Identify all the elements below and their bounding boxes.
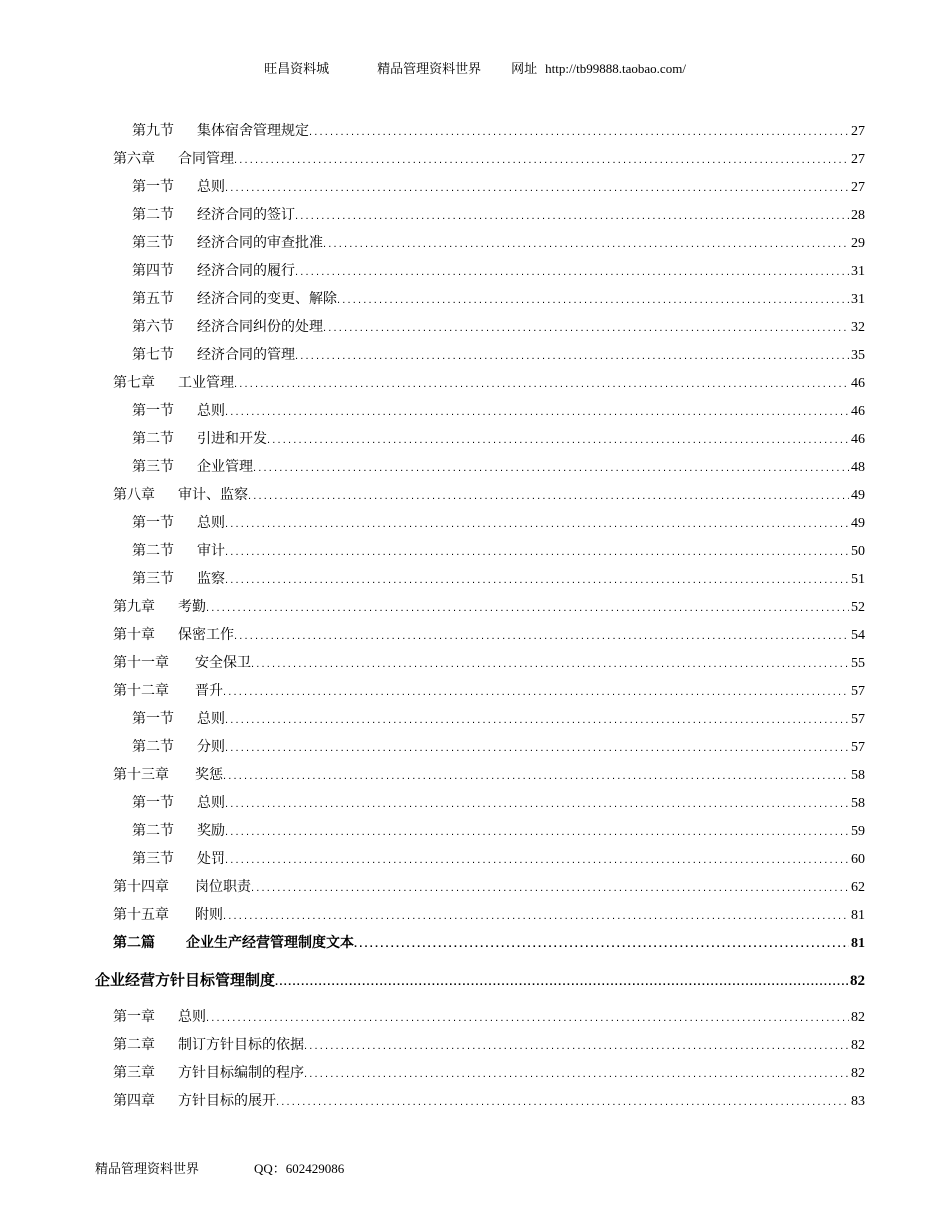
toc-entry-number: 第十五章: [113, 908, 169, 923]
toc-entry-page: 82: [851, 1066, 865, 1081]
toc-entry-title: 审计: [197, 544, 225, 559]
toc-entry-title: 总则: [178, 1010, 206, 1025]
toc-entry-page: 52: [851, 600, 865, 615]
toc-entry-page: 82: [851, 1038, 865, 1053]
toc-entry-number: 第二篇: [113, 936, 155, 951]
toc-entry-title: 奖励: [197, 824, 225, 839]
toc-entry-number: 第一节: [132, 712, 174, 727]
toc-entry[interactable]: [0, 258, 950, 286]
toc-entry-title: 岗位职责: [195, 880, 251, 895]
toc-entry-title: 企业经营方针目标管理制度: [95, 973, 276, 989]
toc-entry[interactable]: [0, 678, 950, 706]
toc-entry-number: 第一节: [132, 796, 174, 811]
toc-entry[interactable]: [0, 1004, 950, 1032]
toc-dot-leader: [234, 622, 849, 650]
toc-entry-page: 46: [851, 376, 865, 391]
toc-entry-number: 第三章: [113, 1066, 155, 1081]
toc-entry[interactable]: [0, 622, 950, 650]
toc-entry-number: 第三节: [132, 460, 174, 475]
toc-entry-page: 27: [851, 124, 865, 139]
toc-entry[interactable]: [0, 762, 950, 790]
toc-dot-leader: [267, 426, 849, 454]
toc-entry-number: 第二节: [132, 432, 174, 447]
toc-entry-page: 49: [851, 516, 865, 531]
toc-entry-title: 考勤: [178, 600, 206, 615]
toc-entry[interactable]: [0, 930, 950, 958]
toc-dot-leader: [323, 230, 849, 258]
toc-dot-leader: [323, 314, 849, 342]
toc-dot-leader: [225, 734, 849, 762]
toc-entry-number: 第二章: [113, 1038, 155, 1053]
toc-entry-number: 第九章: [113, 600, 155, 615]
toc-entry-page: 57: [851, 684, 865, 699]
toc-entry-number: 第八章: [113, 488, 155, 503]
toc-dot-leader: [295, 202, 849, 230]
toc-entry-number: 第三节: [132, 852, 174, 867]
toc-entry-page: 32: [851, 320, 865, 335]
toc-entry-title: 经济合同的变更、解除: [197, 292, 337, 307]
toc-entry-number: 第三节: [132, 236, 174, 251]
toc-entry-number: 第一节: [132, 516, 174, 531]
toc-entry[interactable]: [0, 846, 950, 874]
footer-slogan: 精品管理资料世界: [95, 1161, 200, 1176]
toc-entry-page: 57: [851, 712, 865, 727]
toc-dot-leader: [251, 874, 849, 902]
toc-entry-title: 处罚: [197, 852, 225, 867]
toc-entry-page: 29: [851, 236, 865, 251]
toc-dot-leader: [234, 370, 849, 398]
toc-entry-page: 50: [851, 544, 865, 559]
toc-entry-title: 安全保卫: [195, 656, 251, 671]
toc-entry-number: 第十章: [113, 628, 155, 643]
toc-entry[interactable]: [0, 370, 950, 398]
toc-entry-page: 81: [851, 908, 865, 923]
toc-entry[interactable]: [0, 230, 950, 258]
toc-entry-title: 经济合同的管理: [197, 348, 295, 363]
toc-entry-number: 第十三章: [113, 768, 169, 783]
toc-entry-page: 46: [851, 432, 865, 447]
toc-dot-leader: [225, 398, 849, 426]
toc-dot-leader: [234, 146, 849, 174]
toc-entry-page: 27: [851, 180, 865, 195]
toc-dot-leader: [225, 566, 849, 594]
toc-dot-leader: [223, 902, 849, 930]
toc-entry-title: 经济合同的履行: [197, 264, 295, 279]
toc-entry-title: 制订方针目标的依据: [178, 1038, 304, 1053]
toc-entry-page: 48: [851, 460, 865, 475]
toc-entry-page: 82: [850, 973, 865, 989]
toc-entry[interactable]: [0, 566, 950, 594]
toc-entry-page: 54: [851, 628, 865, 643]
toc-entry-page: 57: [851, 740, 865, 755]
toc-entry-title: 方针目标编制的程序: [178, 1066, 304, 1081]
toc-entry-page: 58: [851, 768, 865, 783]
toc-dot-leader: [304, 1032, 849, 1060]
toc-dot-leader: [206, 594, 849, 622]
toc-dot-leader: [225, 538, 849, 566]
toc-entry-page: 27: [851, 152, 865, 167]
header-slogan: 精品管理资料世界: [377, 61, 482, 76]
toc-entry[interactable]: [0, 706, 950, 734]
toc-dot-leader: [295, 342, 849, 370]
toc-dot-leader: [223, 762, 849, 790]
toc-dot-leader: [206, 1004, 849, 1032]
page-footer: [95, 1158, 344, 1177]
toc-entry-number: 第十四章: [113, 880, 169, 895]
toc-entry[interactable]: [0, 1060, 950, 1088]
toc-entry[interactable]: [0, 958, 950, 1004]
toc-dot-leader: [225, 818, 849, 846]
toc-entry-page: 82: [851, 1010, 865, 1025]
toc-entry[interactable]: [0, 202, 950, 230]
header-url[interactable]: http://tb99888.taobao.com/: [545, 61, 686, 76]
toc-entry-number: 第三节: [132, 572, 174, 587]
toc-entry-number: 第四节: [132, 264, 174, 279]
toc-entry[interactable]: [0, 790, 950, 818]
toc-entry-page: 51: [851, 572, 865, 587]
toc-dot-leader: [337, 286, 849, 314]
toc-entry-page: 31: [851, 264, 865, 279]
toc-entry-number: 第七节: [132, 348, 174, 363]
toc-dot-leader: [253, 454, 849, 482]
toc-entry-number: 第七章: [113, 376, 155, 391]
toc-dot-leader: [225, 174, 849, 202]
toc-entry-title: 经济合同的签订: [197, 208, 295, 223]
toc-entry[interactable]: [0, 426, 950, 454]
toc-entry-number: 第四章: [113, 1094, 155, 1109]
toc-entry-number: 第二节: [132, 740, 174, 755]
toc-dot-leader: [295, 258, 849, 286]
toc-entry-page: 62: [851, 880, 865, 895]
toc-entry[interactable]: [0, 314, 950, 342]
toc-entry-page: 46: [851, 404, 865, 419]
toc-dot-leader: [225, 510, 849, 538]
toc-entry-title: 引进和开发: [197, 432, 267, 447]
toc-entry-number: 第十一章: [113, 656, 169, 671]
toc-entry-title: 总则: [197, 516, 225, 531]
toc-entry-title: 合同管理: [178, 152, 234, 167]
toc-entry-title: 总则: [197, 712, 225, 727]
toc-entry[interactable]: [0, 874, 950, 902]
toc-entry-number: 第二节: [132, 544, 174, 559]
toc-entry-title: 集体宿舍管理规定: [197, 124, 309, 139]
toc-dot-leader: [251, 650, 849, 678]
toc-entry[interactable]: [0, 818, 950, 846]
toc-entry[interactable]: [0, 734, 950, 762]
toc-dot-leader: [225, 790, 849, 818]
toc-entry[interactable]: [0, 538, 950, 566]
toc-entry-page: 49: [851, 488, 865, 503]
footer-qq: QQ：602429086: [254, 1161, 345, 1176]
toc-entry-title: 方针目标的展开: [178, 1094, 276, 1109]
toc-dot-leader: [304, 1060, 849, 1088]
toc-entry-number: 第一节: [132, 404, 174, 419]
toc-entry-number: 第二节: [132, 824, 174, 839]
toc-entry-number: 第九节: [132, 124, 174, 139]
toc-entry-title: 奖惩: [195, 768, 223, 783]
toc-entry-number: 第一节: [132, 180, 174, 195]
toc-entry-title: 附则: [195, 908, 223, 923]
header-url-label: 网址: [511, 61, 538, 76]
toc-dot-leader: [275, 959, 848, 1005]
toc-entry-page: 55: [851, 656, 865, 671]
toc-entry-title: 保密工作: [178, 628, 234, 643]
toc-entry-title: 总则: [197, 796, 225, 811]
toc-entry-number: 第六节: [132, 320, 174, 335]
toc-entry-title: 经济合同的审查批准: [197, 236, 323, 251]
toc-entry-page: 81: [851, 936, 865, 951]
toc-entry[interactable]: [0, 118, 950, 146]
toc-entry-page: 28: [851, 208, 865, 223]
header-site-name: 旺昌资料城: [264, 61, 330, 76]
toc-entry-number: 第六章: [113, 152, 155, 167]
page-header: [0, 58, 950, 77]
toc-entry-page: 58: [851, 796, 865, 811]
toc-entry[interactable]: [0, 454, 950, 482]
toc-dot-leader: [276, 1088, 849, 1116]
toc-entry[interactable]: [0, 1088, 950, 1116]
toc-entry-title: 分则: [197, 740, 225, 755]
toc-entry-title: 企业生产经营管理制度文本: [186, 936, 354, 951]
toc-dot-leader: [248, 482, 849, 510]
toc-entry-title: 经济合同纠份的处理: [197, 320, 323, 335]
toc-entry-title: 工业管理: [178, 376, 234, 391]
toc-entry-number: 第十二章: [113, 684, 169, 699]
toc-entry[interactable]: [0, 594, 950, 622]
toc-entry-title: 企业管理: [197, 460, 253, 475]
toc-dot-leader: [225, 706, 849, 734]
toc-entry-page: 35: [851, 348, 865, 363]
toc-entry[interactable]: [0, 174, 950, 202]
toc-entry[interactable]: [0, 482, 950, 510]
toc-dot-leader: [223, 678, 849, 706]
toc-entry-number: 第五节: [132, 292, 174, 307]
toc-entry-title: 晋升: [195, 684, 223, 699]
toc-entry[interactable]: [0, 286, 950, 314]
toc-entry-title: 总则: [197, 404, 225, 419]
toc-entry[interactable]: [0, 342, 950, 370]
toc-entry[interactable]: [0, 650, 950, 678]
toc-entry-page: 83: [851, 1094, 865, 1109]
toc-entry-page: 59: [851, 824, 865, 839]
toc-entry[interactable]: [0, 398, 950, 426]
toc-entry-title: 总则: [197, 180, 225, 195]
toc-dot-leader: [309, 118, 849, 146]
toc-dot-leader: [225, 846, 849, 874]
toc-entry-number: 第二节: [132, 208, 174, 223]
toc-entry-page: 31: [851, 292, 865, 307]
toc-entry[interactable]: [0, 510, 950, 538]
toc-entry-page: 60: [851, 852, 865, 867]
toc-entry[interactable]: [0, 902, 950, 930]
toc-entry[interactable]: [0, 1032, 950, 1060]
toc-entry-title: 监察: [197, 572, 225, 587]
toc-entry-title: 审计、监察: [178, 488, 248, 503]
table-of-contents: [0, 118, 950, 1116]
toc-dot-leader: [354, 930, 849, 958]
toc-entry-number: 第一章: [113, 1010, 155, 1025]
toc-entry[interactable]: [0, 146, 950, 174]
